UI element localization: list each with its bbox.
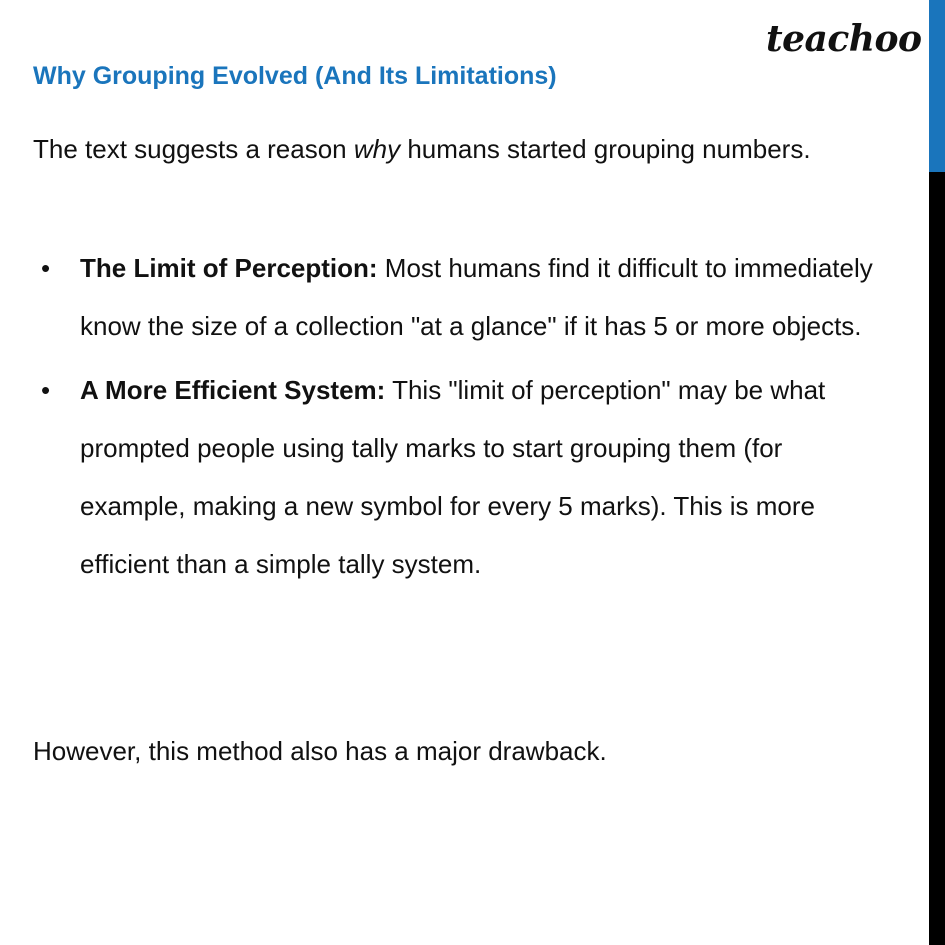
teachoo-logo: teachoo — [766, 18, 922, 60]
intro-emphasis: why — [353, 134, 401, 164]
intro-text-after: humans started grouping numbers. — [400, 134, 811, 164]
intro-text-before: The text suggests a reason — [33, 134, 354, 164]
bullet-label: The Limit of Perception: — [80, 253, 378, 283]
bullet-label: A More Efficient System: — [80, 375, 386, 405]
bullet-text: This "limit of perception" may be what prompted people using tally marks to start grouping them (for example, making a new symbol for every 5 marks). This is more efficient than a simple tally system. — [80, 375, 826, 579]
bullet-dot-icon: • — [41, 375, 51, 405]
closing-paragraph: However, this method also has a major drawback. — [33, 736, 607, 766]
bullet-list — [33, 239, 893, 599]
bullet-item-limit-of-perception — [33, 239, 893, 355]
bullet-text: Most humans find it difficult to immediately know the size of a collection "at a glance" if it has 5 or more objects. — [80, 253, 873, 341]
intro-paragraph — [33, 120, 853, 178]
section-title: Why Grouping Evolved (And Its Limitations) — [33, 62, 557, 90]
bullet-item-efficient-system — [33, 361, 893, 593]
side-accent-highlight — [929, 0, 945, 172]
bullet-dot-icon: • — [41, 253, 51, 283]
side-accent-bar — [929, 0, 945, 945]
